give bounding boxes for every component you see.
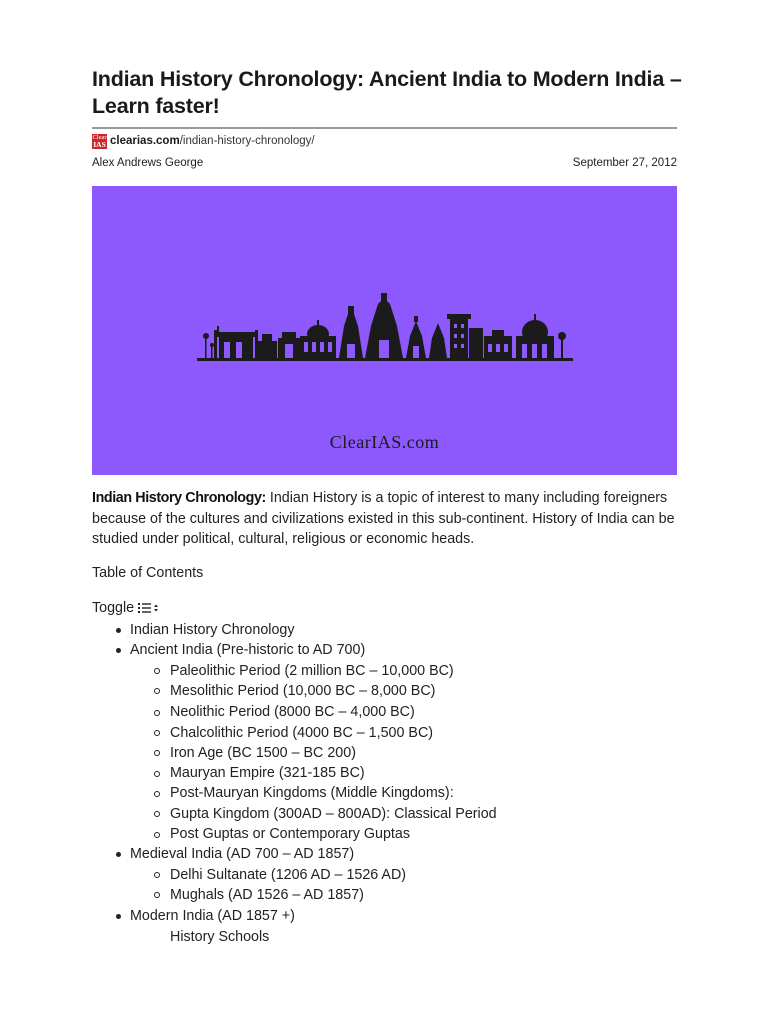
toc-item[interactable]: Ancient India (Pre-historic to AD 700) bbox=[130, 640, 365, 660]
article-title: Indian History Chronology: Ancient India to Modern India – Learn faster! bbox=[92, 67, 682, 118]
toc-item[interactable]: Neolithic Period (8000 BC – 4,000 BC) bbox=[170, 702, 415, 722]
source-link[interactable] bbox=[92, 133, 315, 149]
source-path[interactable]: /indian-history-chronology/ bbox=[179, 135, 315, 147]
toc-item[interactable]: Medieval India (AD 700 – AD 1857) bbox=[130, 844, 354, 864]
toc-item[interactable]: Delhi Sultanate (1206 AD – 1526 AD) bbox=[170, 865, 406, 885]
toc-item[interactable]: Iron Age (BC 1500 – BC 200) bbox=[170, 743, 356, 763]
title-divider bbox=[92, 127, 677, 129]
bullet-circle bbox=[154, 791, 160, 797]
toc-toggle-label: Toggle bbox=[92, 600, 135, 616]
bullet-circle bbox=[154, 771, 160, 777]
bullet-circle bbox=[154, 750, 160, 756]
bullet-disc bbox=[116, 648, 121, 653]
toc-item[interactable]: Mauryan Empire (321-185 BC) bbox=[170, 763, 365, 783]
bullet-circle bbox=[154, 688, 160, 694]
bullet-circle bbox=[154, 811, 160, 817]
author: Alex Andrews George bbox=[92, 157, 204, 169]
toc-item[interactable]: Post Guptas or Contemporary Guptas bbox=[170, 824, 410, 844]
clearias-favicon-icon bbox=[92, 134, 107, 149]
toc-item[interactable]: Chalcolithic Period (4000 BC – 1,500 BC) bbox=[170, 723, 433, 743]
hero-caption: ClearIAS.com bbox=[329, 432, 440, 452]
toc-title: Table of Contents bbox=[92, 565, 204, 581]
bullet-circle bbox=[154, 668, 160, 674]
bullet-circle bbox=[154, 892, 160, 898]
toc-item[interactable]: Modern India (AD 1857 +) bbox=[130, 906, 295, 926]
bullet-disc bbox=[116, 914, 121, 919]
bullet-circle bbox=[154, 730, 160, 736]
toc-item[interactable]: Mughals (AD 1526 – AD 1857) bbox=[170, 885, 364, 905]
toc-item[interactable]: History Schools bbox=[170, 928, 270, 945]
toc-item[interactable]: Mesolithic Period (10,000 BC – 8,000 BC) bbox=[170, 681, 435, 701]
source-domain[interactable]: clearias.com bbox=[110, 135, 180, 147]
bullet-disc bbox=[116, 628, 121, 633]
bullet-circle bbox=[154, 872, 160, 878]
intro-text: Indian History is a topic of interest to many including foreigners because of the cultures and civilizations existed in this sub-continent. History of India can be studied under political, cultural, religious or economic heads. bbox=[92, 490, 675, 548]
publish-date: September 27, 2012 bbox=[572, 157, 677, 169]
favicon-text-bottom: IAS bbox=[93, 140, 106, 149]
list-icon bbox=[137, 602, 159, 614]
hero-image bbox=[92, 186, 677, 475]
toc-toggle-button[interactable] bbox=[92, 600, 159, 616]
toc-item[interactable]: Post-Mauryan Kingdoms (Middle Kingdoms): bbox=[170, 783, 454, 803]
bullet-circle bbox=[154, 710, 160, 716]
intro-paragraph bbox=[92, 488, 682, 550]
toc-item[interactable]: Paleolithic Period (2 million BC – 10,000 BC) bbox=[170, 661, 454, 681]
favicon-text-top: Clear bbox=[92, 134, 107, 141]
toc-item[interactable]: Gupta Kingdom (300AD – 800AD): Classical Period bbox=[170, 804, 497, 824]
byline bbox=[92, 157, 677, 169]
bullet-disc bbox=[116, 852, 121, 857]
toc-item[interactable]: Indian History Chronology bbox=[130, 620, 295, 640]
intro-lead: Indian History Chronology: bbox=[92, 490, 266, 506]
bullet-circle bbox=[154, 832, 160, 838]
